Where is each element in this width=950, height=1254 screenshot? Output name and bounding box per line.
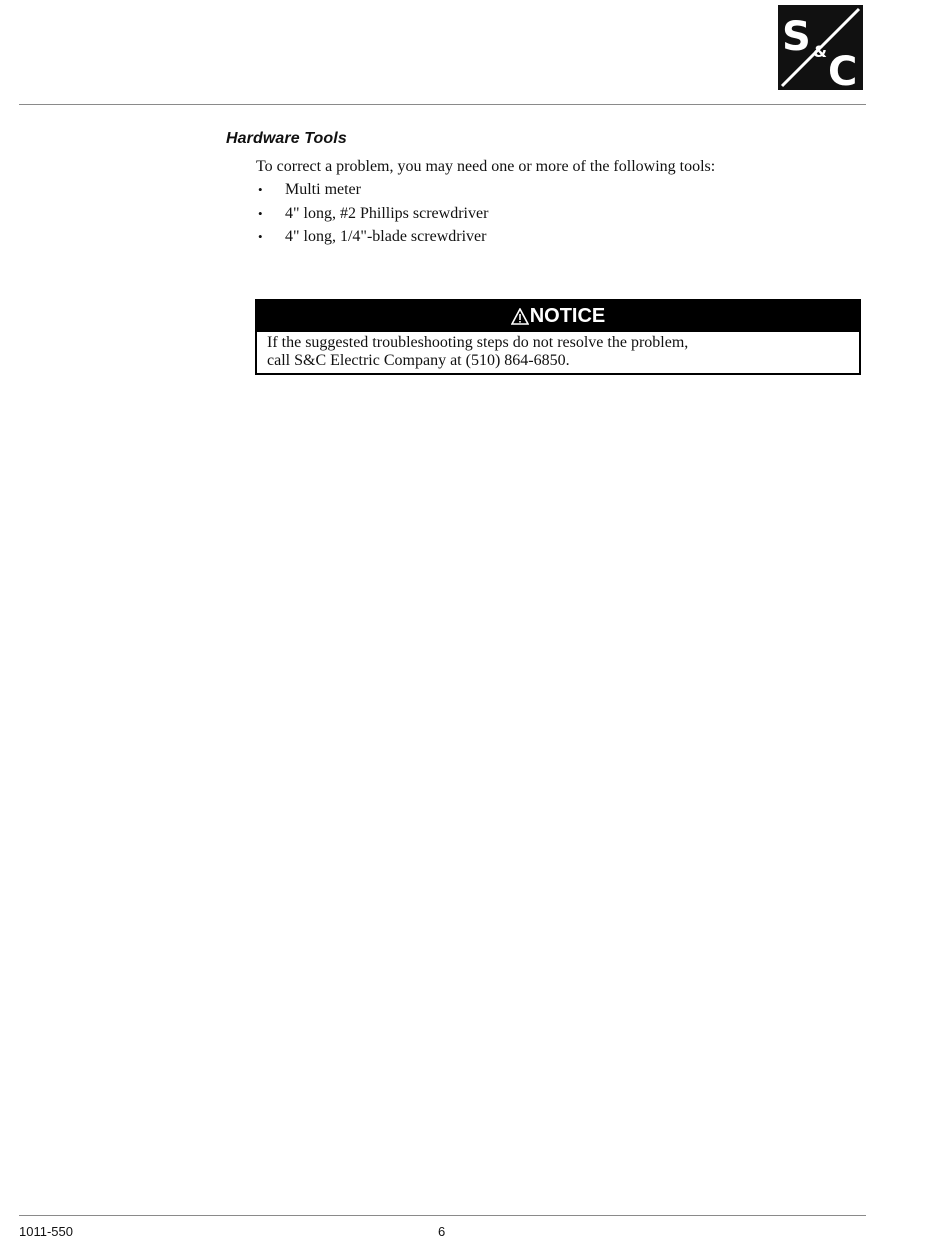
bullet-icon: • [258,182,263,197]
notice-title: NOTICE [529,305,606,327]
svg-text:C: C [828,49,858,90]
list-item [256,204,488,228]
svg-text:S: S [782,14,811,60]
notice-header [257,301,859,332]
notice-body [257,332,859,370]
svg-text:&: & [813,42,827,61]
section-intro: To correct a problem, you may need one or more of the following tools: [256,158,716,175]
sc-logo-icon [778,5,863,90]
tool-label: 4" long, 1/4"-blade screwdriver [285,228,487,245]
list-item [256,227,488,251]
notice-box [255,299,861,375]
tool-list [256,180,488,251]
footer-divider [19,1215,866,1216]
bullet-icon: • [258,229,263,244]
warning-triangle-icon [511,308,529,325]
section-heading: Hardware Tools [226,130,347,147]
page-number: 6 [438,1224,446,1239]
notice-line: If the suggested troubleshooting steps do not resolve the problem, [267,334,689,351]
list-item [256,180,488,204]
bullet-icon: • [258,205,263,221]
tool-label: 4" long, #2 Phillips screwdriver [285,204,489,222]
header-divider [19,104,866,105]
document-number: 1011-550 [19,1224,73,1239]
notice-line: call S&C Electric Company at (510) 864-6850. [267,352,570,369]
tool-label: Multi meter [285,181,361,198]
